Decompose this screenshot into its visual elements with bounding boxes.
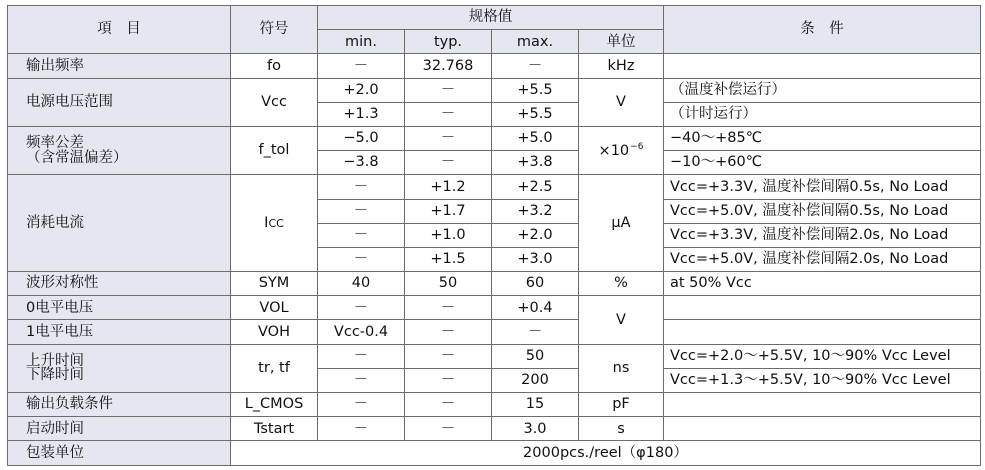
symbol-cell: SYM <box>231 272 318 296</box>
typ-cell: － <box>405 320 492 344</box>
min-cell: － <box>318 247 405 271</box>
max-cell: 3.0 <box>492 417 579 441</box>
typ-cell: 50 <box>405 272 492 296</box>
condition-cell <box>664 417 981 441</box>
row-label-vcc: 电源电压范围 <box>8 78 231 126</box>
condition-cell <box>664 54 981 78</box>
condition-cell: −40～+85℃ <box>664 126 981 150</box>
typ-cell: +1.7 <box>405 199 492 223</box>
row-label-voh: 1电平电压 <box>8 320 231 344</box>
max-cell: +2.0 <box>492 223 579 247</box>
max-cell: +3.2 <box>492 199 579 223</box>
table-row <box>8 320 981 344</box>
row-label-load: 输出负载条件 <box>8 393 231 417</box>
row-label-vol: 0电平电压 <box>8 296 231 320</box>
table-header <box>8 6 981 54</box>
table-row <box>8 393 981 417</box>
typ-cell: +1.0 <box>405 223 492 247</box>
table-row <box>8 175 981 199</box>
unit-exponent: −6 <box>630 141 644 152</box>
condition-cell: at 50% Vcc <box>664 272 981 296</box>
packaging-value: 2000pcs./reel（φ180） <box>231 441 981 465</box>
condition-cell: Vcc=+1.3～+5.5V, 10～90% Vcc Level <box>664 368 981 392</box>
typ-cell: 32.768 <box>405 54 492 78</box>
row-label-ftol <box>8 126 231 174</box>
spec-value-header: 规格值 <box>318 6 664 30</box>
table-row <box>8 272 981 296</box>
symbol-cell: VOH <box>231 320 318 344</box>
symbol-cell: fo <box>231 54 318 78</box>
min-cell: － <box>318 344 405 368</box>
row-label-trtf-line1: 上升时间 <box>26 352 84 369</box>
table-row <box>8 78 981 102</box>
max-cell: +3.8 <box>492 151 579 175</box>
table-row <box>8 126 981 150</box>
max-cell: +0.4 <box>492 296 579 320</box>
row-label-pack: 包装单位 <box>8 441 231 465</box>
condition-cell: （计时运行） <box>664 102 981 126</box>
unit-cell: s <box>579 417 664 441</box>
symbol-cell: Vcc <box>231 78 318 126</box>
table-body <box>8 54 981 465</box>
row-label-trtf <box>8 344 231 392</box>
unit-header: 单位 <box>579 30 664 54</box>
max-cell: 200 <box>492 368 579 392</box>
table-row <box>8 441 981 465</box>
symbol-sub: CC <box>268 216 284 230</box>
min-cell: － <box>318 417 405 441</box>
min-cell: － <box>318 368 405 392</box>
unit-cell: pF <box>579 393 664 417</box>
max-cell: － <box>492 320 579 344</box>
min-cell: － <box>318 223 405 247</box>
item-header: 項 目 <box>8 6 231 54</box>
max-cell: － <box>492 54 579 78</box>
typ-cell: +1.2 <box>405 175 492 199</box>
max-cell: +2.5 <box>492 175 579 199</box>
min-header: min. <box>318 30 405 54</box>
typ-cell: － <box>405 78 492 102</box>
unit-cell <box>579 126 664 174</box>
table-row <box>8 344 981 368</box>
condition-cell: Vcc=+5.0V, 温度补偿间隔2.0s, No Load <box>664 247 981 271</box>
typ-cell: － <box>405 393 492 417</box>
condition-cell <box>664 393 981 417</box>
condition-cell: Vcc=+5.0V, 温度补偿间隔0.5s, No Load <box>664 199 981 223</box>
min-cell: － <box>318 54 405 78</box>
unit-cell: ns <box>579 344 664 392</box>
condition-cell: Vcc=+3.3V, 温度补偿间隔0.5s, No Load <box>664 175 981 199</box>
typ-cell: － <box>405 102 492 126</box>
min-cell: － <box>318 199 405 223</box>
unit-cell: kHz <box>579 54 664 78</box>
min-cell: 40 <box>318 272 405 296</box>
symbol-main: I <box>264 214 269 231</box>
max-cell: +5.5 <box>492 102 579 126</box>
min-cell: － <box>318 393 405 417</box>
row-label-ftol-line2: （含常温偏差） <box>26 149 128 166</box>
condition-cell <box>664 296 981 320</box>
symbol-cell: Tstart <box>231 417 318 441</box>
min-cell: +2.0 <box>318 78 405 102</box>
min-cell: － <box>318 296 405 320</box>
max-cell: 50 <box>492 344 579 368</box>
unit-cell: μA <box>579 175 664 272</box>
typ-cell: － <box>405 344 492 368</box>
condition-cell: −10～+60℃ <box>664 151 981 175</box>
typ-cell: － <box>405 126 492 150</box>
min-cell: +1.3 <box>318 102 405 126</box>
unit-cell: V <box>579 78 664 126</box>
spec-table <box>7 5 981 466</box>
symbol-cell: VOL <box>231 296 318 320</box>
typ-cell: － <box>405 151 492 175</box>
typ-cell: +1.5 <box>405 247 492 271</box>
symbol-header: 符号 <box>231 6 318 54</box>
condition-cell <box>664 320 981 344</box>
row-label-trtf-line2: 下降时间 <box>26 367 84 384</box>
table-row <box>8 417 981 441</box>
condition-cell: （温度补偿运行） <box>664 78 981 102</box>
unit-cell: V <box>579 296 664 344</box>
max-cell: 15 <box>492 393 579 417</box>
symbol-cell: tr, tf <box>231 344 318 392</box>
max-header: max. <box>492 30 579 54</box>
min-cell: −3.8 <box>318 151 405 175</box>
symbol-cell: L_CMOS <box>231 393 318 417</box>
min-cell: −5.0 <box>318 126 405 150</box>
max-cell: +5.0 <box>492 126 579 150</box>
row-label-icc: 消耗电流 <box>8 175 231 272</box>
typ-cell: － <box>405 296 492 320</box>
max-cell: +5.5 <box>492 78 579 102</box>
symbol-cell: f_tol <box>231 126 318 174</box>
table-row <box>8 296 981 320</box>
row-label-freq: 输出频率 <box>8 54 231 78</box>
condition-header: 条 件 <box>664 6 981 54</box>
unit-cell: % <box>579 272 664 296</box>
table-row <box>8 54 981 78</box>
typ-cell: － <box>405 368 492 392</box>
max-cell: 60 <box>492 272 579 296</box>
row-label-ftol-line1: 频率公差 <box>26 135 84 152</box>
min-cell: Vcc-0.4 <box>318 320 405 344</box>
header-row-1 <box>8 6 981 30</box>
min-cell: － <box>318 175 405 199</box>
typ-header: typ. <box>405 30 492 54</box>
unit-base: ×10 <box>598 142 630 159</box>
row-label-sym: 波形对称性 <box>8 272 231 296</box>
condition-cell: Vcc=+2.0～+5.5V, 10～90% Vcc Level <box>664 344 981 368</box>
condition-cell: Vcc=+3.3V, 温度补偿间隔2.0s, No Load <box>664 223 981 247</box>
symbol-cell <box>231 175 318 272</box>
typ-cell: － <box>405 417 492 441</box>
max-cell: +3.0 <box>492 247 579 271</box>
row-label-tstart: 启动时间 <box>8 417 231 441</box>
